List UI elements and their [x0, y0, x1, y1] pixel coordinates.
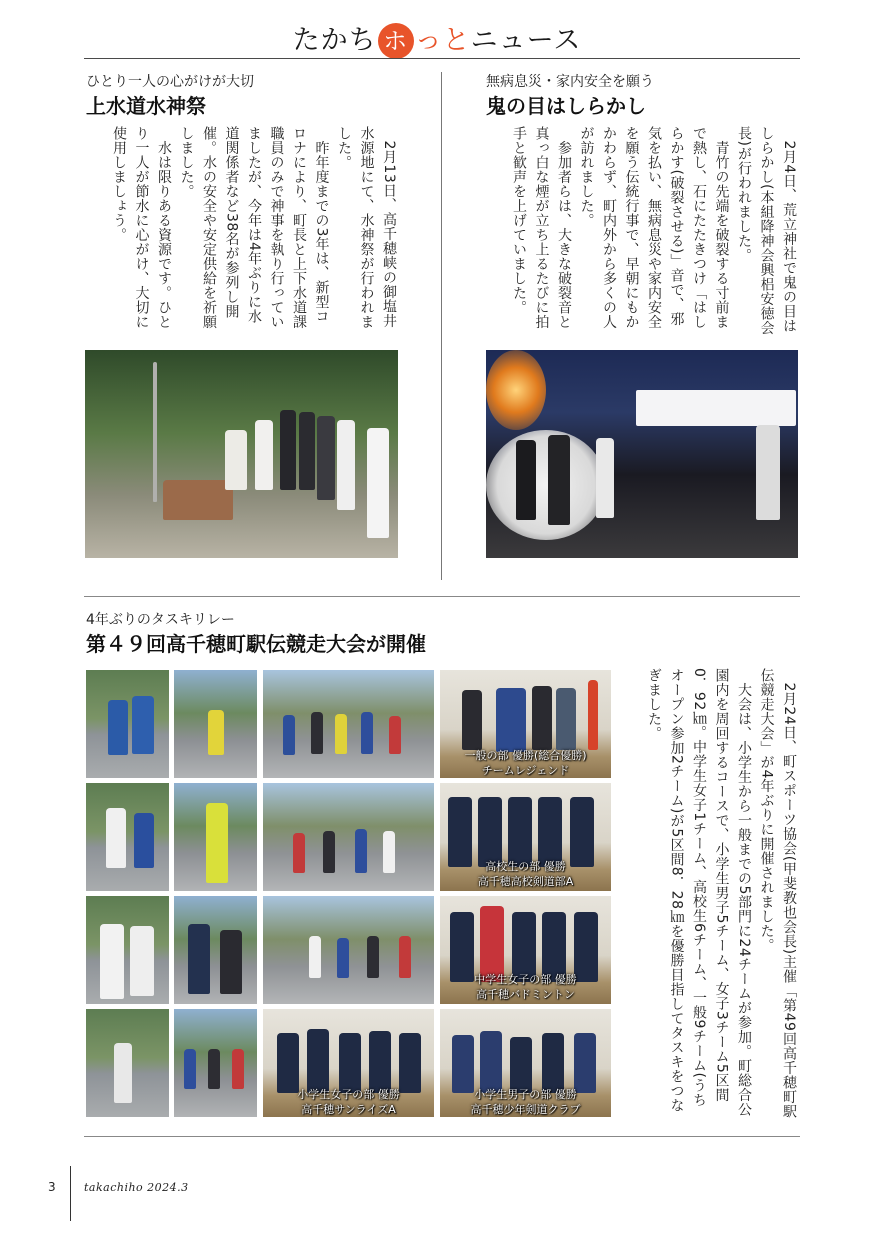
caption-elementary-boys-line1: 小学生男子の部 優勝 — [474, 1088, 577, 1101]
bamboo-bursting-photo — [486, 350, 798, 558]
article1-kicker: ひとり一人の心がけが大切 — [86, 74, 254, 90]
winning-team-photo-elementary-girls — [263, 1009, 434, 1117]
footer-divider — [70, 1166, 71, 1221]
relay-runner-photo — [174, 896, 257, 1004]
caption-junior-high-line1: 中学生女子の部 優勝 — [474, 973, 577, 986]
header-text-pre: たかち — [292, 25, 377, 56]
relay-runners-group-photo — [263, 670, 434, 778]
caption-highschool-line2: 高千穂高校剣道部A — [477, 875, 574, 888]
caption-elementary-girls-line1: 小学生女子の部 優勝 — [297, 1088, 400, 1101]
hot-circle-logo: ホ — [378, 23, 414, 59]
winning-team-photo-elementary-boys — [440, 1009, 611, 1117]
relay-runners-group-photo — [174, 1009, 257, 1117]
bottom-rule — [84, 1136, 800, 1137]
article1-body: 2月13日、高千穂峡の御塩井水源地にて、水神祭が行われました。 昨年度までの3年は、新型コロナにより、町長と上下水道課職員のみで神事を執り行っていましたが、今年は4年ぶりに水道関係者など38名が参列し開催。水の安全や安定供給を祈願しました。 水は限りある資源です。ひとり一人が節水に心がけ、大切に使用しましょう。 — [111, 126, 397, 329]
caption-junior-high-line2: 高千穂バドミントン — [476, 988, 575, 1001]
article3-title: 第４９回高千穂町駅伝競走大会が開催 — [86, 632, 426, 656]
caption-highschool-line1: 高校生の部 優勝 — [485, 860, 566, 873]
water-shrine-ceremony-photo — [85, 350, 398, 558]
winning-team-photo-junior-high — [440, 896, 611, 1004]
newsletter-header — [0, 18, 874, 59]
magazine-issue: takachiho 2024.3 — [84, 1181, 189, 1194]
relay-runner-photo — [174, 783, 257, 891]
winning-team-photo-highschool — [440, 783, 611, 891]
article2-body: 2月4日、荒立神社で鬼の目はしらかし(本組降神会興梠安徳会長)が行われました。 青竹の先端を破裂する寸前まで熱し、石にたたきつけ「はしらかす(破裂させる)」音で、邪気を払い、無病息災や家内安全を願う伝統行事で、早朝にもかかわらず、町内外から多くの人が訪れました。 参加者らは、大きな破裂音と真っ白な煙が立ち上るたびに拍手と歓声を上げていました。 — [511, 126, 797, 335]
article1-title: 上水道水神祭 — [86, 94, 206, 118]
section-rule — [84, 596, 800, 597]
header-text-hot: っと — [414, 25, 471, 56]
winning-team-photo-general — [440, 670, 611, 778]
relay-baton-pass-photo — [86, 896, 169, 1004]
relay-runners-group-photo — [263, 896, 434, 1004]
article3-body: 2月24日、町スポーツ協会(甲斐教也会長)主催「第49回高千穂町駅伝競走大会」が4年ぶりに開催されました。 大会は、小学生から一般までの5部門に24チームが参加。町総合公園内を周回するコースで、小学生男子5チーム、女子3チーム5区間0．92㎞。中学生女子1チーム、高校生6チーム、一般9チーム(うちオープン参加2チーム)が5区間8．28㎞を優勝目指してタスキをつなぎました。 — [646, 668, 797, 1119]
header-text-post: ニュース — [470, 25, 582, 56]
caption-general-line2: チームレジェンド — [481, 764, 570, 777]
relay-runner-photo — [86, 1009, 169, 1117]
caption-elementary-boys-line2: 高千穂少年剣道クラブ — [470, 1103, 581, 1116]
caption-general-line1: 一般の部 優勝(総合優勝) — [464, 749, 587, 762]
article3-kicker: 4年ぶりのタスキリレー — [86, 612, 235, 628]
article2-title: 鬼の目はしらかし — [486, 94, 646, 118]
article2-kicker: 無病息災・家内安全を願う — [486, 74, 654, 90]
relay-runners-group-photo — [263, 783, 434, 891]
relay-runner-photo — [86, 670, 169, 778]
caption-elementary-girls-line2: 高千穂サンライズA — [301, 1103, 396, 1116]
relay-runner-photo — [174, 670, 257, 778]
column-divider — [441, 72, 442, 580]
relay-runner-photo — [86, 783, 169, 891]
page-number: 3 — [48, 1180, 56, 1194]
header-rule — [84, 58, 800, 59]
